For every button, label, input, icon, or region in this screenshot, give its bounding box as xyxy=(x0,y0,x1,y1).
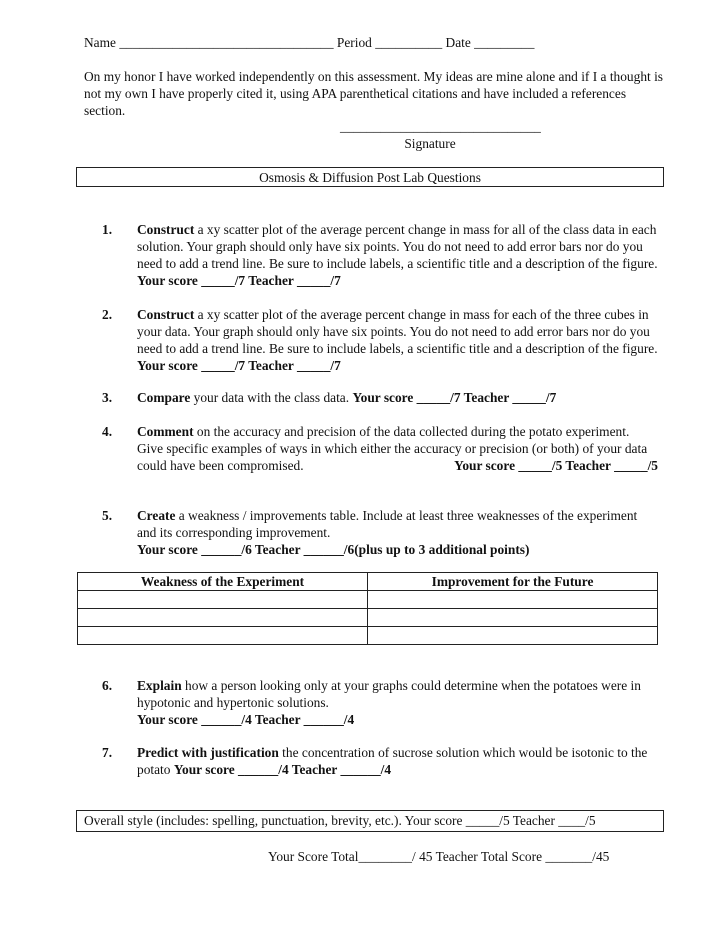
name-period-date-line: Name ________________________________ Period __________ Date _________ xyxy=(84,35,535,50)
question-number: 3. xyxy=(102,390,113,405)
question-score: Your score _____/7 Teacher _____/7 xyxy=(137,358,341,373)
question-text: your data with the class data. xyxy=(190,390,353,405)
question-text: the concentration of sucrose solution which would be isotonic to the potato xyxy=(137,745,648,777)
table-cell[interactable] xyxy=(78,591,368,609)
question-number: 2. xyxy=(102,307,113,322)
question-score: Your score ______/4 Teacher ______/4 xyxy=(137,712,355,727)
question-score: Your score _____/7 Teacher _____/7 xyxy=(352,390,557,405)
question-text: how a person looking only at your graphs could determine when the potatoes were in hypotonic and hypertonic solutions. xyxy=(137,678,641,710)
score-totals: Your Score Total________/ 45 Teacher Total Score _______/45 xyxy=(268,849,610,864)
question-verb: Explain xyxy=(137,678,182,693)
table-row xyxy=(78,609,658,627)
question-number: 7. xyxy=(102,745,113,760)
question-number: 1. xyxy=(102,222,113,237)
question-verb: Construct xyxy=(137,307,195,322)
question-text: a weakness / improvements table. Include at least three weaknesses of the experiment and its corresponding improvement. xyxy=(137,508,638,540)
table-header-weakness: Weakness of the Experiment xyxy=(78,573,368,591)
signature-label: Signature xyxy=(404,136,456,151)
question-score: Your score ______/6 Teacher ______/6(plus up to 3 additional points) xyxy=(137,542,530,557)
question-text: on the accuracy and precision of the data collected during the potato experiment. Give specific examples of ways in which either the accuracy or precision (or both) of your data could have been compromised. xyxy=(137,424,648,473)
weakness-improvement-table xyxy=(77,572,658,645)
question-verb: Create xyxy=(137,508,176,523)
question-verb: Comment xyxy=(137,424,194,439)
question-verb: Construct xyxy=(137,222,195,237)
question-number: 4. xyxy=(102,424,113,439)
question-number: 6. xyxy=(102,678,113,693)
question-score: Your score _____/5 Teacher _____/5 xyxy=(454,458,658,473)
table-row xyxy=(78,627,658,645)
question-score: Your score ______/4 Teacher ______/4 xyxy=(173,762,392,777)
table-cell[interactable] xyxy=(368,609,658,627)
table-cell[interactable] xyxy=(78,609,368,627)
table-header-improvement: Improvement for the Future xyxy=(368,573,658,591)
question-score: Your score _____/7 Teacher _____/7 xyxy=(137,273,341,288)
signature-line: ______________________________ xyxy=(340,119,541,134)
table-cell[interactable] xyxy=(368,591,658,609)
question-verb: Compare xyxy=(137,390,191,405)
honor-statement: On my honor I have worked independently on this assessment. My ideas are mine alone and if I a thought is not my own I have properly cited it, using APA parenthetical citations and have included a references section. xyxy=(84,69,664,118)
table-row xyxy=(78,591,658,609)
question-verb: Predict with justification xyxy=(137,745,279,760)
table-cell[interactable] xyxy=(368,627,658,645)
question-number: 5. xyxy=(102,508,113,523)
table-cell[interactable] xyxy=(78,627,368,645)
question-text: a xy scatter plot of the average percent change in mass for all of the class data in each solution. Your graph should only have six points. You do not need to add error bars nor do you need to add a trend line. Be sure to include labels, a scientific title and a description of the figure. xyxy=(137,222,658,271)
question-text: a xy scatter plot of the average percent change in mass for each of the three cubes in your data. Your graph should only have six points. You do not need to add error bars nor do you need to add a trend line. Be sure to include labels, a scientific title and a description of the figure. xyxy=(137,307,658,356)
overall-style-line: Overall style (includes: spelling, punctuation, brevity, etc.). Your score _____/5 Teacher ____/5 xyxy=(76,810,664,832)
page-title: Osmosis & Diffusion Post Lab Questions xyxy=(76,167,664,187)
